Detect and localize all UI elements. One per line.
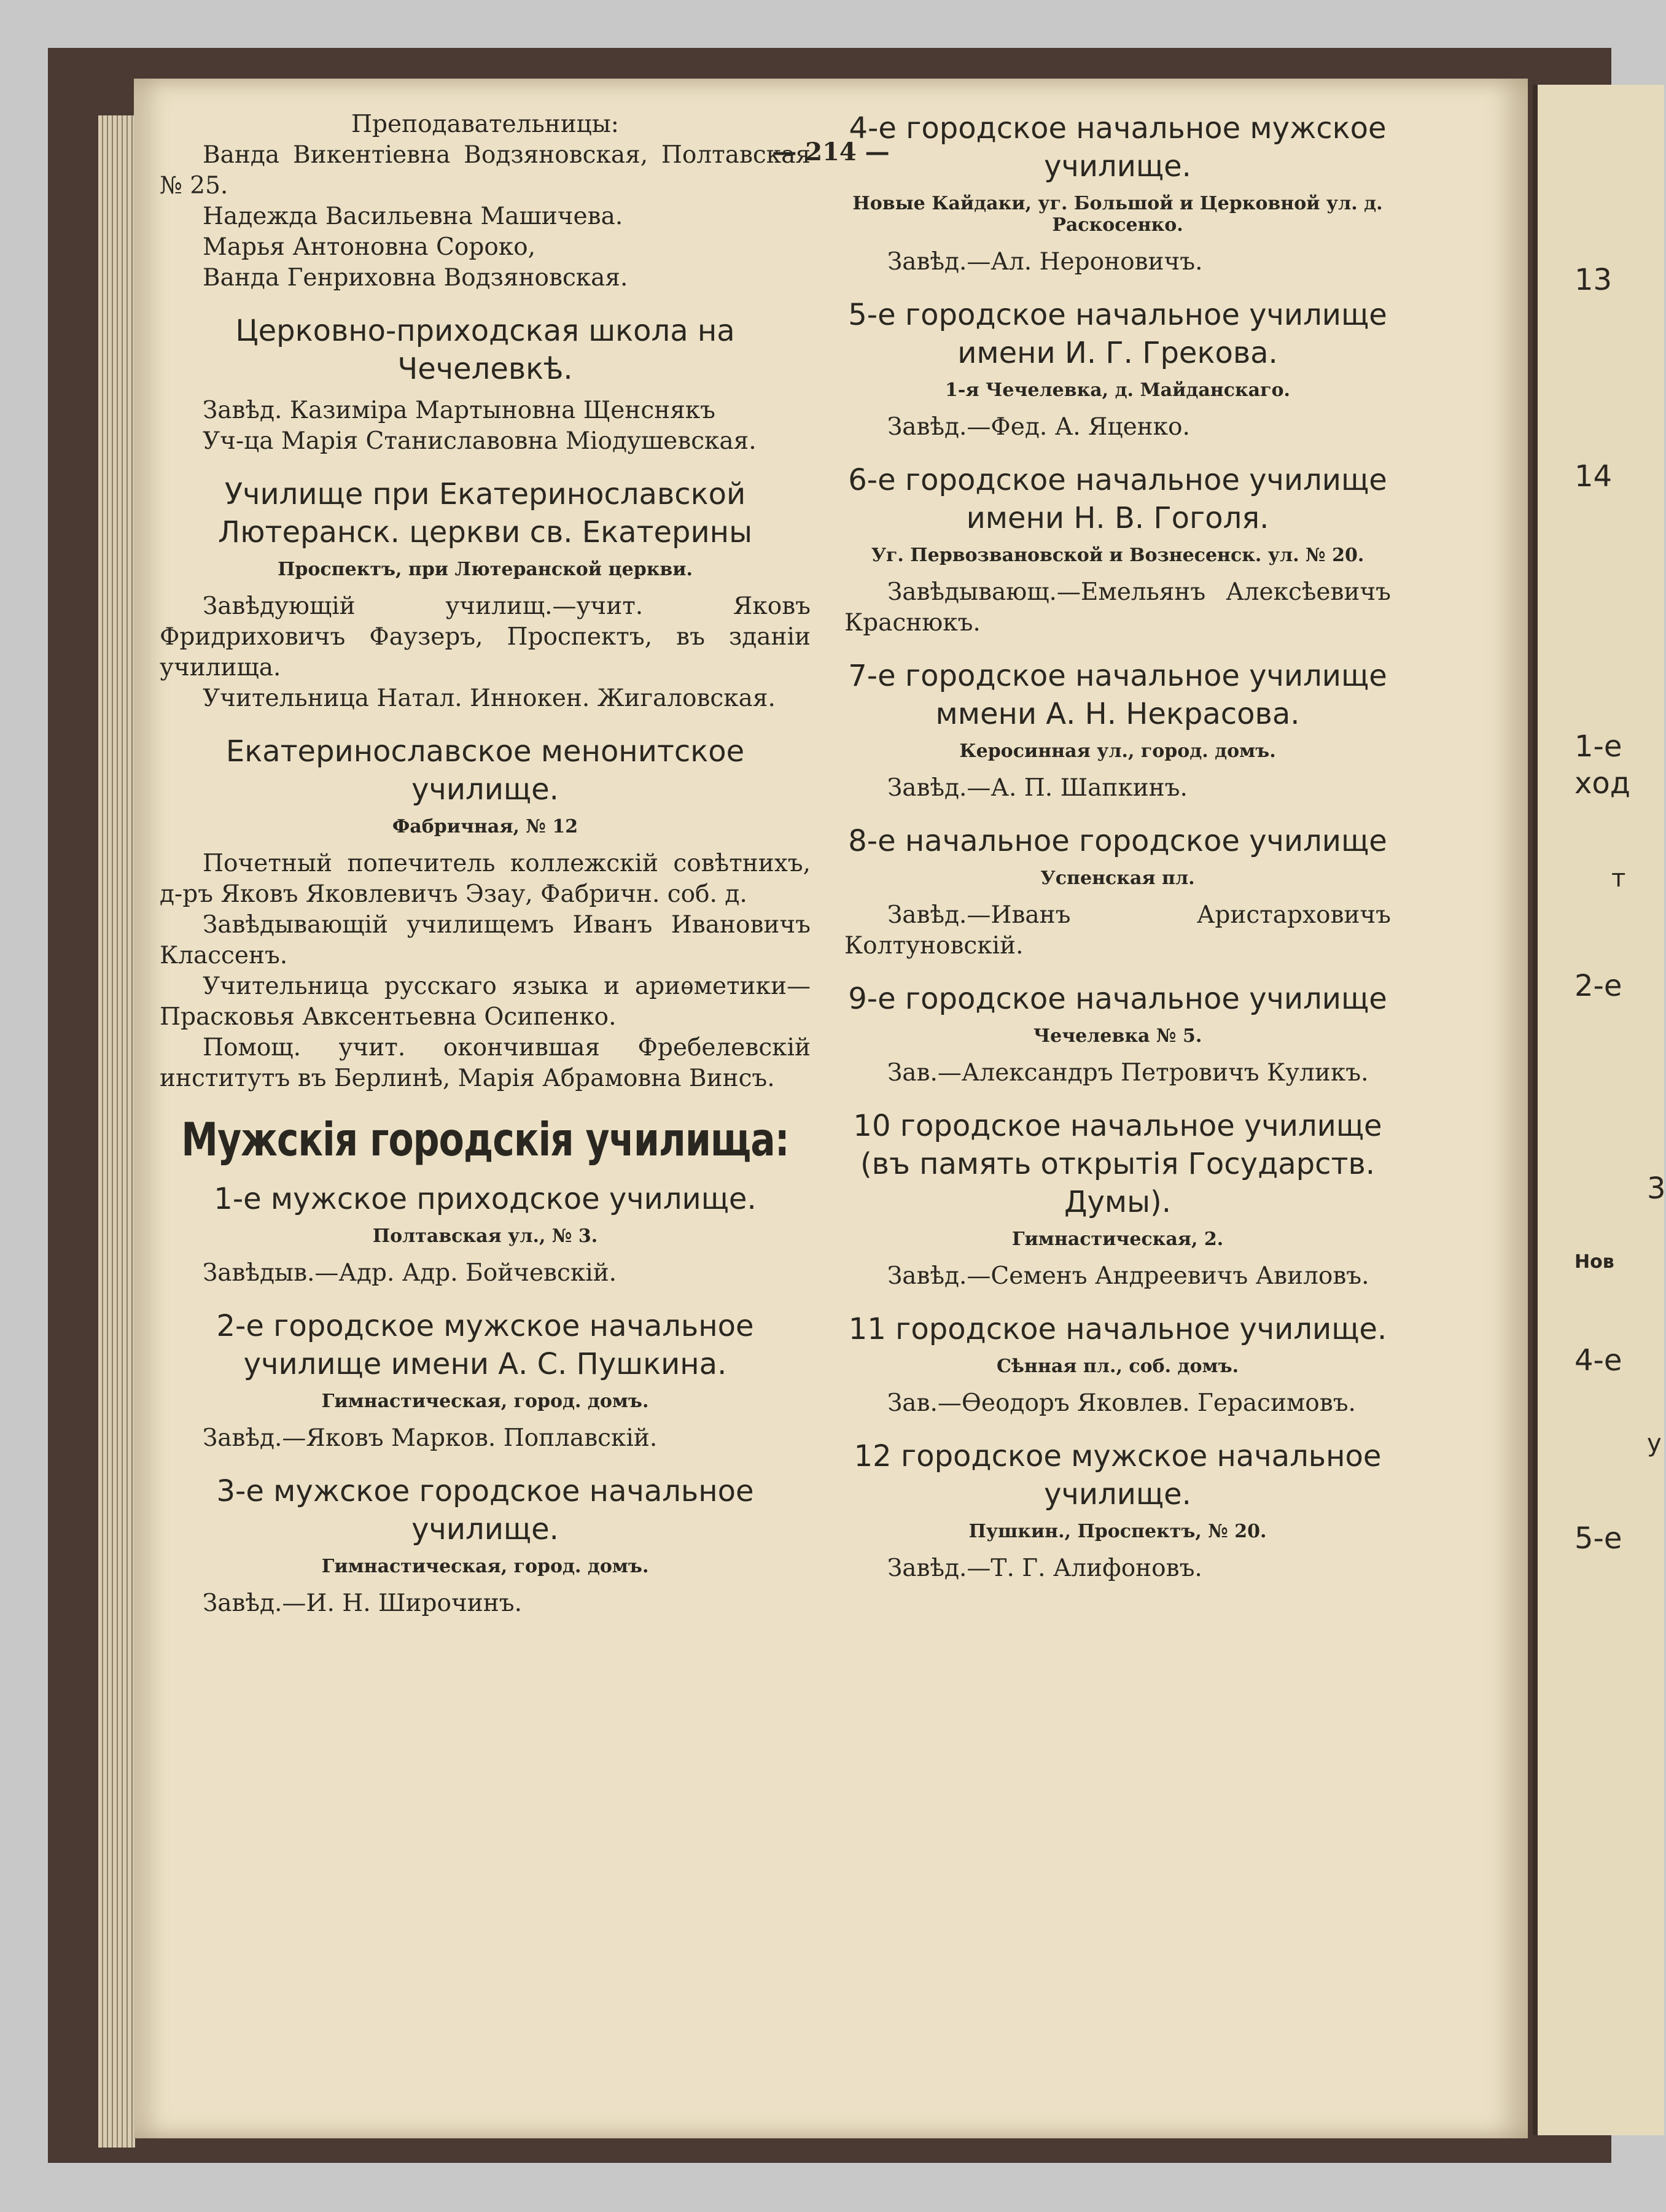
section-title: Мужскiя городскiя училища: <box>181 1113 789 1167</box>
teacher-entry: Надежда Васильевна Машичева. <box>203 203 623 230</box>
next-page-fragment: 14 <box>1575 459 1613 494</box>
next-page-fragment: 4-е <box>1575 1343 1622 1378</box>
teacher-entry: Ванда Генриховна Водзяновская. <box>203 264 628 292</box>
school-head: Завѣд.—Иванъ Аристарховичъ Колтуновскiй. <box>844 901 1391 960</box>
lutheran-school-line: Учительница Натал. Иннокен. Жигаловская. <box>203 685 776 712</box>
church-school-title: Церковно-приходская школа на Чечелевкѣ. <box>235 314 735 386</box>
school-head: Завѣд.—Яковъ Марков. Поплавскiй. <box>203 1424 658 1452</box>
school-title: 5-е городское начальное училище имени И. Г. Грекова. <box>848 298 1387 370</box>
school-title: 10 городское начальное училище (въ память открытiя Государств. Думы). <box>853 1109 1382 1219</box>
next-page-fragment: у <box>1647 1429 1662 1457</box>
school-address: Чечелевка № 5. <box>1033 1025 1202 1047</box>
school-address: Гимнастическая, город. домъ. <box>321 1556 649 1577</box>
next-page-edge <box>1533 85 1664 2135</box>
school-head: Завѣд.—Семенъ Андреевичъ Авиловъ. <box>887 1262 1369 1290</box>
school-title: 11 городское начальное училище. <box>848 1312 1387 1346</box>
teachers-title: Преподавательницы: <box>351 111 619 138</box>
next-page-fragment: 13 <box>1575 263 1613 297</box>
school-address: Сѣнная пл., соб. домъ. <box>996 1356 1239 1377</box>
next-page-fragment: 1-е <box>1575 729 1622 764</box>
school-head: Завѣд.—Ал. Нероновичъ. <box>887 248 1203 276</box>
school-head: Зав.—Александръ Петровичъ Куликъ. <box>887 1059 1369 1087</box>
school-address: Уг. Первозвановской и Вознесенск. ул. № 20. <box>871 545 1364 566</box>
page-edges <box>98 115 135 2148</box>
lutheran-school-line: Завѣдующiй училищ.—учит. Яковъ Фридриховичъ Фаузеръ, Проспектъ, въ зданiи училища. <box>160 592 811 681</box>
school-title: 3-е мужское городское начальное училище. <box>216 1474 754 1546</box>
right-column <box>844 109 1391 1584</box>
teacher-entry: Ванда Викентiевна Водзяновская, Полтавская № 25. <box>160 141 811 200</box>
school-title: 8-е начальное городское училище <box>848 824 1387 858</box>
page-number: — 214 — <box>772 138 890 166</box>
school-title: 4-е городское начальное мужское училище. <box>849 111 1387 184</box>
school-title: 7-е городское начальное училище ммени А. Н. Некрасова. <box>848 659 1387 731</box>
church-school-line: Уч-ца Марiя Станиславовна Мiодушевская. <box>203 427 757 455</box>
lutheran-school-address: Проспектъ, при Лютеранской церкви. <box>278 559 693 580</box>
school-head: Завѣд.—Т. Г. Алифоновъ. <box>887 1554 1202 1582</box>
mennonite-school-line: Завѣдывающiй училищемъ Иванъ Ивановичъ Классенъ. <box>160 911 811 969</box>
school-address: Полтавская ул., № 3. <box>372 1225 598 1247</box>
teacher-entry: Марья Антоновна Сороко, <box>203 233 536 261</box>
lutheran-school-title: Училище при Екатеринославской Лютеранск. церкви св. Екатерины <box>218 477 752 549</box>
school-address: Керосинная ул., город. домъ. <box>959 740 1276 762</box>
school-address: Гимнастическая, город. домъ. <box>321 1391 649 1412</box>
school-address: Гимнастическая, 2. <box>1011 1228 1224 1250</box>
school-title: 1-е мужское приходское училище. <box>214 1182 757 1216</box>
school-title: 9-е городское начальное училище <box>848 982 1387 1016</box>
church-school-line: Завѣд. Казимiра Мартыновна Щенснякъ <box>203 397 715 424</box>
next-page-fragment: ход <box>1575 766 1630 801</box>
school-address: Успенская пл. <box>1040 867 1195 889</box>
school-head: Зав.—Ѳеодоръ Яковлев. Герасимовъ. <box>887 1389 1356 1417</box>
next-page-fragment: т <box>1611 864 1626 893</box>
school-title: 2-е городское мужское начальное училище имени А. С. Пушкина. <box>216 1309 754 1381</box>
mennonite-school-line: Почетный попечитель коллежскiй совѣтнихъ, д-ръ Яковъ Яковлевичъ Эзау, Фабричн. соб. д. <box>160 850 811 908</box>
left-column <box>160 109 811 1619</box>
school-address: Новые Кайдаки, уг. Большой и Церковной ул. д. Раскосенко. <box>852 193 1383 236</box>
school-title: 12 городское мужское начальное училище. <box>854 1439 1382 1512</box>
school-head: Завѣдывающ.—Емельянъ Алексѣевичъ Краснюкъ. <box>844 578 1391 637</box>
school-head: Завѣд.—И. Н. Широчинъ. <box>203 1589 522 1617</box>
school-address: Пушкин., Проспектъ, № 20. <box>968 1521 1267 1542</box>
school-head: Завѣд.—А. П. Шапкинъ. <box>887 774 1188 802</box>
next-page-fragment: 3 <box>1647 1171 1666 1206</box>
next-page-fragment: 5-е <box>1575 1521 1622 1556</box>
school-address: 1-я Чечелевка, д. Майданскаго. <box>945 379 1290 401</box>
mennonite-school-line: Учительница русскаго языка и ариѳметики—Прасковья Авксентьевна Осипенко. <box>160 972 811 1031</box>
next-page-fragment: Нов <box>1575 1251 1614 1273</box>
school-head: Завѣдыв.—Адр. Адр. Бойчевскiй. <box>203 1259 617 1287</box>
mennonite-school-line: Помощ. учит. окончившая Фребелевскiй институтъ въ Берлинѣ, Марiя Абрамовна Винсъ. <box>160 1034 811 1092</box>
school-head: Завѣд.—Фед. А. Яценко. <box>887 413 1190 441</box>
mennonite-school-address: Фабричная, № 12 <box>392 816 578 837</box>
school-title: 6-е городское начальное училище имени Н. В. Гоголя. <box>848 463 1387 535</box>
next-page-fragment: 2-е <box>1575 969 1622 1003</box>
mennonite-school-title: Екатеринославское менонитское училище. <box>225 734 745 807</box>
